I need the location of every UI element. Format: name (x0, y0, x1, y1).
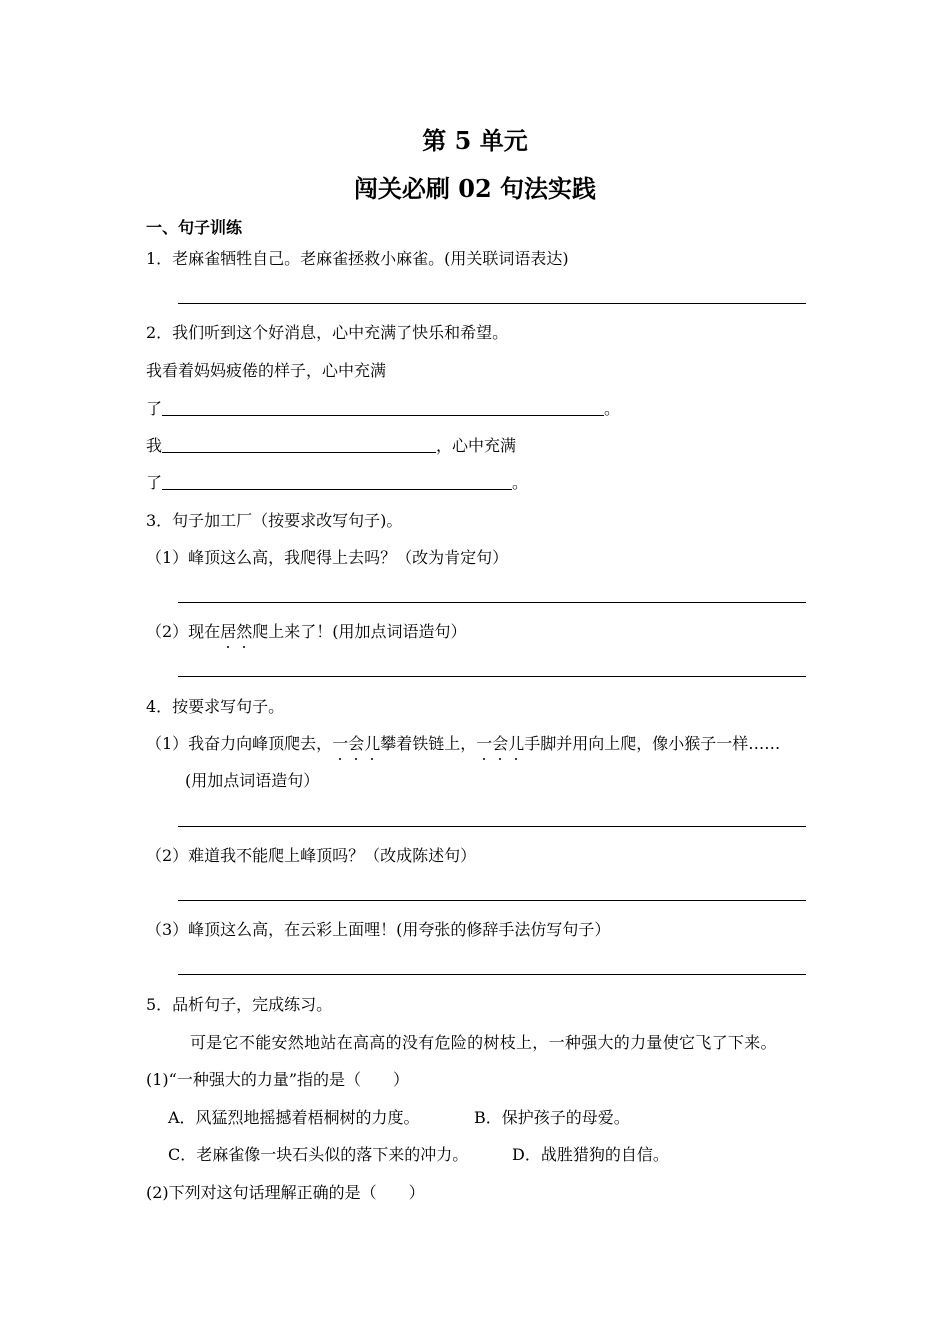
blank-q2-1[interactable] (162, 398, 604, 416)
question-2-fill-1 (146, 398, 620, 419)
dotted-char: 会 (492, 734, 509, 753)
question-4-sub-1-note: (用加点词语造句） (185, 771, 320, 790)
answer-line-q4-2[interactable] (178, 900, 806, 901)
blank-q2-2[interactable] (162, 435, 436, 453)
text-segment: 爬上来了！(用加点词语造句） (252, 622, 467, 641)
question-5: 5．品析句子，完成练习。 (146, 995, 333, 1014)
question-4-sub-2: （2）难道我不能爬上峰顶吗？（改成陈述句） (146, 846, 477, 865)
fill-mid: ，心中充满 (436, 436, 517, 455)
question-2: 2．我们听到这个好消息，心中充满了快乐和希望。 (146, 323, 509, 342)
question-5-sub-1: (1)“一种强大的力量”指的是（ ） (146, 1070, 410, 1089)
dotted-char: 儿 (364, 734, 381, 753)
question-5-sub-2: (2)下列对这句话理解正确的是（ ） (146, 1183, 425, 1202)
unit-heading: 第 5 单元 (422, 126, 528, 155)
question-2-prompt-1: 我看着妈妈疲倦的样子，心中充满 (146, 361, 387, 380)
question-1: 1．老麻雀牺牲自己。老麻雀拯救小麻雀。(用关联词语表达) (146, 249, 569, 268)
option-d[interactable]: D．战胜猎狗的自信。 (512, 1145, 669, 1164)
question-4-sub-1 (146, 734, 780, 754)
text-segment: 攀着铁链上， (380, 734, 477, 753)
fill-prefix: 我 (146, 436, 163, 455)
option-a[interactable]: A．风猛烈地摇撼着梧桐树的力度。 (168, 1108, 420, 1127)
fill-prefix: 了 (146, 473, 163, 492)
question-3: 3．句子加工厂（按要求改写句子)。 (146, 511, 403, 530)
question-4-sub-3: （3）峰顶这么高，在云彩上面哩！(用夸张的修辞手法仿写句子） (146, 920, 611, 939)
question-2-fill-3 (146, 472, 528, 493)
blank-q2-3[interactable] (162, 472, 512, 490)
answer-line-q4-1[interactable] (178, 826, 806, 827)
fill-suffix: 。 (512, 473, 529, 492)
quoted-passage: 可是它不能安然地站在高高的没有危险的树枝上，一种强大的力量使它飞了下来。 (190, 1033, 777, 1052)
page-title: 闯关必刷 02 句法实践 (353, 174, 597, 203)
answer-line-q3-1[interactable] (178, 602, 806, 603)
dotted-char: 一 (332, 734, 349, 753)
text-segment: （1）我奋力向峰顶爬去， (146, 734, 333, 753)
question-4: 4．按要求写句子。 (146, 697, 285, 716)
question-3-sub-1: （1）峰顶这么高，我爬得上去吗？（改为肯定句） (146, 548, 509, 567)
answer-line-q3-2[interactable] (178, 676, 806, 677)
question-3-sub-2 (146, 622, 466, 642)
question-2-fill-2 (146, 435, 516, 456)
answer-line-q4-3[interactable] (178, 974, 806, 975)
answer-line-q1[interactable] (178, 303, 806, 304)
text-segment: （2）现在 (146, 622, 221, 641)
fill-prefix: 了 (146, 399, 163, 418)
option-c[interactable]: C．老麻雀像一块石头似的落下来的冲力。 (168, 1145, 469, 1164)
dotted-char: 一 (476, 734, 493, 753)
fill-suffix: 。 (604, 399, 621, 418)
dotted-char: 居 (220, 622, 237, 641)
section-heading: 一、句子训练 (146, 218, 243, 237)
dotted-char: 然 (236, 622, 253, 641)
dotted-char: 儿 (508, 734, 525, 753)
option-b[interactable]: B．保护孩子的母爱。 (474, 1108, 630, 1127)
text-segment: 手脚并用向上爬，像小猴子一样…… (524, 734, 781, 753)
dotted-char: 会 (348, 734, 365, 753)
